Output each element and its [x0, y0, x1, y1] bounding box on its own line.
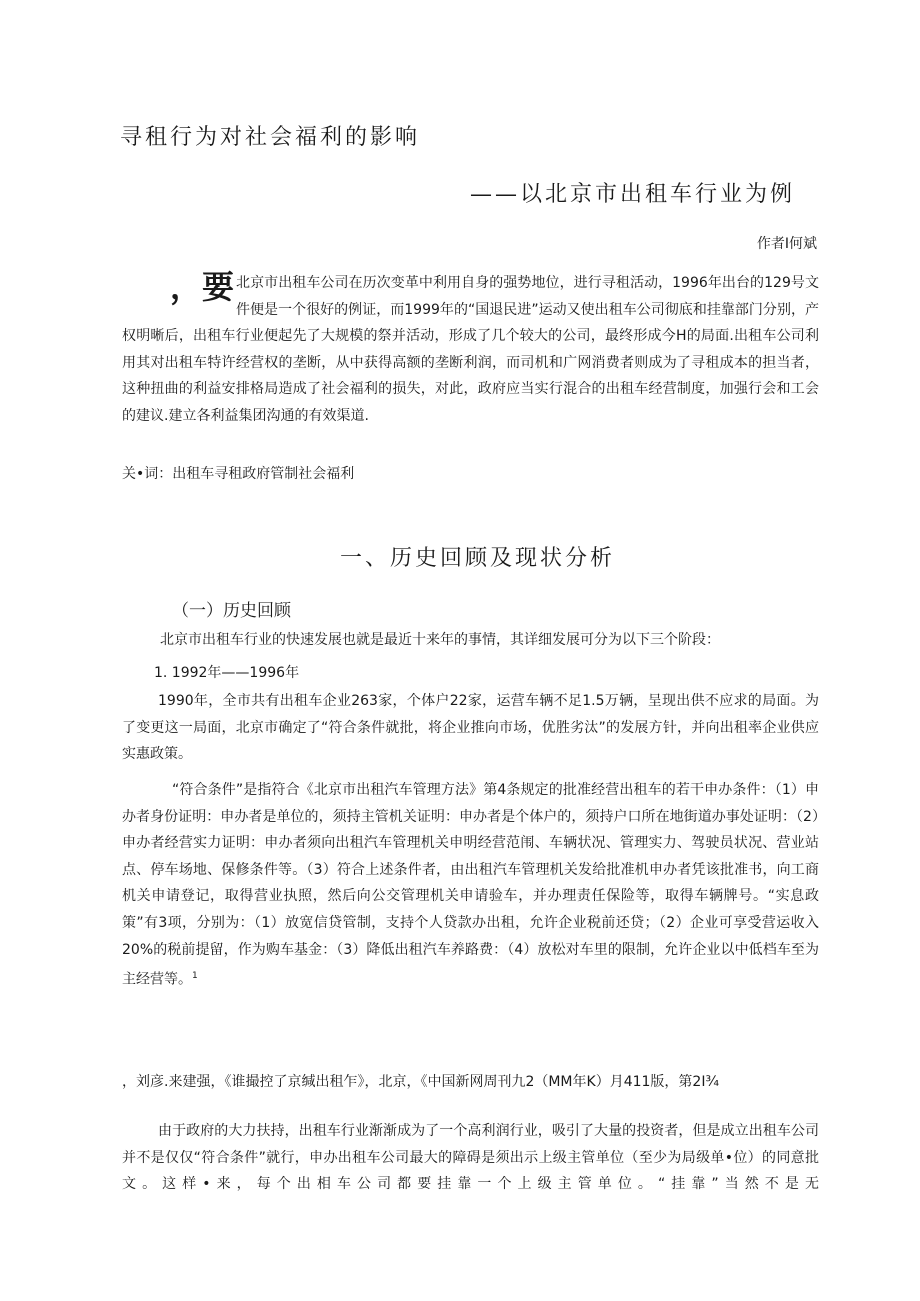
abstract-tag: ，要	[170, 268, 235, 306]
document-title: 寻租行为对社会福利的影响	[120, 125, 421, 150]
section-heading: 一、历史回顾及现状分析	[340, 546, 616, 571]
subsection-heading: （一）历史回顾	[172, 601, 291, 621]
stage-heading: 1. 1992年——1996年	[154, 665, 300, 681]
abstract-text: 北京市出租车公司在历次变革中利用自身的强势地位，进行寻租活动，1996年出台的129号文件便是一个很好的例证，而1999年的“国退民进”运动又使出租车公司彻底和挂靠部门分别，产权明晰后，出租车行业便起先了大规模的祭并活动，形成了几个较大的公司，最终形成今H的局面.出租车公司利用其对出租车特许经营权的垄断，从中获得高额的垄断利润，而司机和广网消费者则成为了寻租成本的担当者，这种扭曲的利益安排格局造成了社会福利的损失，对此，政府应当实行混合的出租车经营制度，加强行会和工会的建议.建立各利益集团沟通的有效渠道.	[122, 275, 819, 424]
document-subtitle: ——以北京市出租车行业为例	[470, 182, 796, 207]
paragraph-2	[122, 777, 819, 993]
intro-paragraph: 北京市出租车行业的快速发展也就是最近十来年的事情，其详细发展可分为以下三个阶段：	[160, 632, 720, 648]
paragraph-3: 由于政府的大力扶持，出租车行业渐渐成为了一个高利润行业，吸引了大量的投资者，但是成立出租车公司并不是仅仅“符合条件”就行，申办出租车公司最大的障碍是须出示上级主管单位（至少为局级单•位）的同意批文。这样•来，每个出相车公司都要挂靠一个上级主管单位。“挂靠”当然不是无	[122, 1123, 819, 1193]
footnote: ，刘彦.来建强，《谁撮控了京缄出租乍》，北京，《中国新网周刊九2（MM年K）月411版，第2I¾	[122, 1074, 720, 1090]
abstract	[122, 270, 819, 430]
paragraph-2-text: “符合条件”是指符合《北京市出租汽车管理方法》第4条规定的批准经营出租车的若干申办条件：（1）申办者身份证明：申办者是单位的，须持主管机关证明：申办者是个体户的，须持户口所在地街道办事处证明：（2）申办者经营实力证明：申办者须向出租汽车管理机关申明经营范闱、车辆状况、管理实力、驾驶员状况、营业站点、停车场地、保修条件等。（3）符合上述条件者，由出租汽车管理机关发给批准机申办者凭该批准书，向工商机关申请登记，取得营业执照，然后向公交管理机关申请验车，并办理责任保险等，取得车辆牌号。“实息政策”有3项，分别为：（1）放宽信贷管制，支持个人贷款办出租，允许企业税前还贷；（2）企业可享受营运收入20%的税前提留，作为购车基金：（3）降低出租汽车养路费：（4）放松对车里的限制，允许企业以中低档车至为主经营等。	[122, 782, 819, 988]
footnote-marker: 1	[192, 971, 198, 982]
paragraph-1: 1990年，全市共有出租车企业263家，个体户22家，运营车辆不足1.5万辆，呈现出供不应求的局面。为了变更这一局面，北京市确定了“符合条件就批，将企业推向市场，优胜劣汰”的发展方针，并向出租率企业供应实惠政策。	[122, 693, 819, 763]
author-line: 作者I何斌	[756, 236, 817, 252]
keywords-line: 关•词：出租车寻租政府管制社会福利	[122, 466, 355, 482]
